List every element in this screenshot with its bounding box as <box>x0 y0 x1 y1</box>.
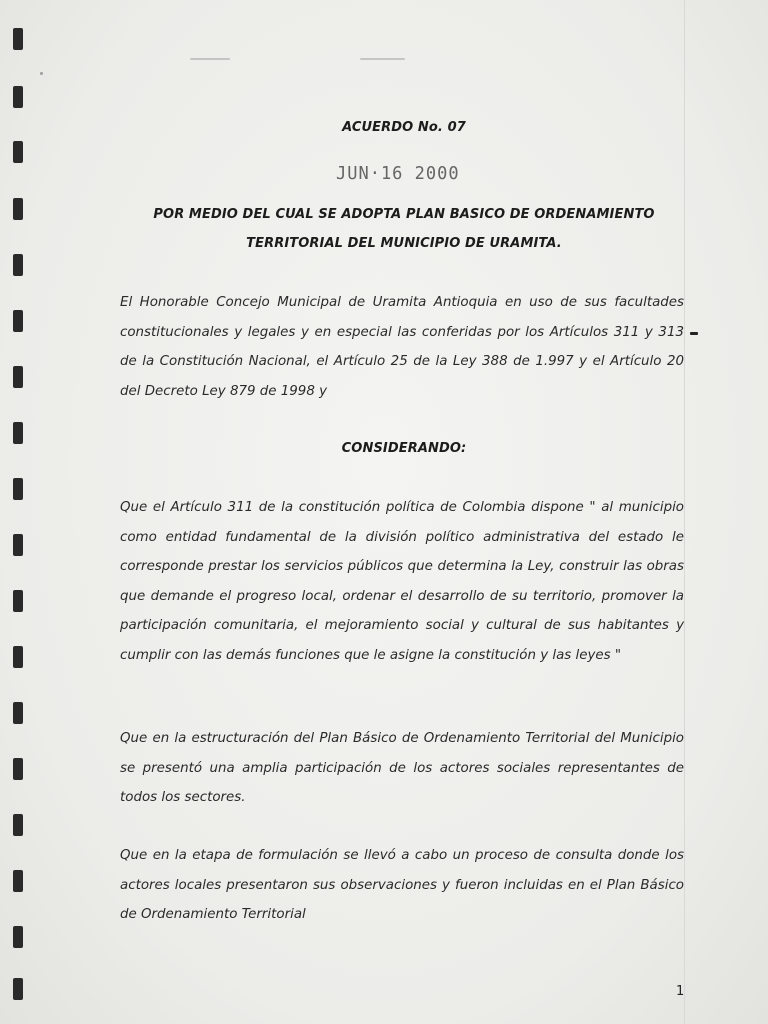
punch-hole <box>13 141 23 163</box>
punch-hole <box>13 254 23 276</box>
punch-hole <box>13 870 23 892</box>
punch-hole <box>13 86 23 108</box>
punch-hole <box>13 646 23 668</box>
punch-hole <box>13 310 23 332</box>
punch-hole <box>13 978 23 1000</box>
considerando-paragraph-1: Que el Artículo 311 de la constitución política de Colombia dispone " al municipio como entidad fundamental de la división político administrativa del estado le corresponde prestar los servicios públicos que determina la Ley, construir las obras que demande el progreso local, ordenar el desarrollo de su territorio, promover la participación comunitaria, el mejoramiento social y cultural de sus habitantes y cumplir con las demás funciones que le asigne la constitución y las leyes " <box>120 500 684 663</box>
punch-hole <box>13 814 23 836</box>
punch-hole <box>13 926 23 948</box>
intro-paragraph: El Honorable Concejo Municipal de Uramita Antioquia en uso de sus facultades constitucionales y legales y en especial las conferidas por los Artículos 311 y 313 de la Constitución Nacional, el Artículo 25 de la Ley 388 de 1.997 y el Artículo 20 del Decreto Ley 879 de 1998 y <box>120 295 684 399</box>
punch-hole <box>13 590 23 612</box>
punch-hole <box>13 28 23 50</box>
punch-hole <box>13 534 23 556</box>
punch-hole <box>13 702 23 724</box>
considerando-paragraph-2: Que en la estructuración del Plan Básico de Ordenamiento Territorial del Municipio se presentó una amplia participación de los actores sociales representantes de todos los sectores. <box>120 731 684 805</box>
scan-smudge <box>360 58 405 60</box>
scan-mark <box>690 332 698 335</box>
scan-smudge <box>190 58 230 60</box>
heading-line-2: TERRITORIAL DEL MUNICIPIO DE URAMITA. <box>246 236 562 251</box>
document-title: ACUERDO No. 07 <box>342 120 466 135</box>
punch-hole <box>13 366 23 388</box>
punch-hole <box>13 758 23 780</box>
date-stamp: JUN·16 2000 <box>336 163 460 185</box>
punch-hole <box>13 478 23 500</box>
binder-punch-holes <box>13 28 27 1008</box>
scan-dot <box>40 72 43 75</box>
page-number: 1 <box>676 984 685 999</box>
considerando-heading: CONSIDERANDO: <box>341 441 467 456</box>
heading-line-1: POR MEDIO DEL CUAL SE ADOPTA PLAN BASICO DE ORDENAMIENTO <box>153 207 655 222</box>
considerando-paragraph-3: Que en la etapa de formulación se llevó a cabo un proceso de consulta donde los actores locales presentaron sus observaciones y fueron incluidas en el Plan Básico de Ordenamiento Territorial <box>120 848 684 922</box>
page-fold-line <box>684 0 685 1024</box>
